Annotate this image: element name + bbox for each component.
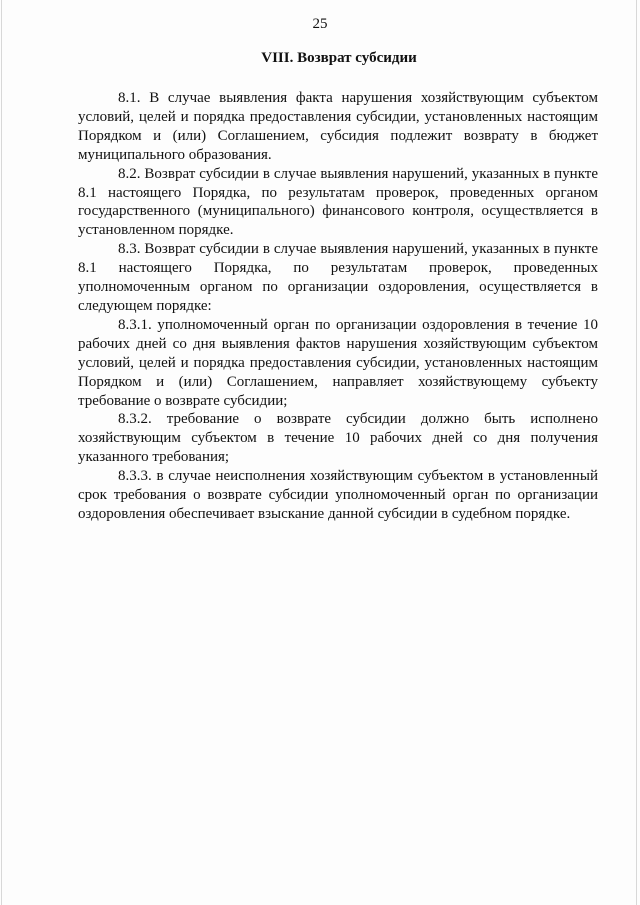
- paragraph-8-3-3: 8.3.3. в случае неисполнения хозяйствующим субъектом в установленный срок требования о возврате субсидии уполномоченный орган по организации оздоровления обеспечивает взыскание данной субсидии в судебном порядке.: [78, 468, 598, 522]
- section-title: VIII. Возврат субсидии: [261, 50, 417, 66]
- paragraph-8-3: 8.3. Возврат субсидии в случае выявления нарушений, указанных в пункте 8.1 настоящего Порядка, по результатам проверок, проведенных уполномоченным органом по организации оздоровления, осуществляется в следующем порядке:: [78, 241, 598, 314]
- paragraph-8-3-2: 8.3.2. требование о возврате субсидии должно быть исполнено хозяйствующим субъектом в течение 10 рабочих дней со дня получения указанного требования;: [78, 411, 598, 466]
- page-number: 25: [312, 16, 328, 32]
- paragraph-8-2: 8.2. Возврат субсидии в случае выявления нарушений, указанных в пункте 8.1 настоящего Порядка, по результатам проверок, проведенных органом государственного (муниципального) финансового контроля, осуществляется в установленном порядке.: [78, 165, 598, 239]
- page-left-edge: [1, 0, 2, 905]
- paragraph-8-1: 8.1. В случае выявления факта нарушения хозяйствующим субъектом условий, целей и порядка предоставления субсидии, установленных настоящим Порядком и (или) Соглашением, субсидия подлежит возврату в бюджет муниципального образования.: [78, 90, 598, 163]
- paragraph-8-3-1: 8.3.1. уполномоченный орган по организации оздоровления в течение 10 рабочих дней со дня выявления фактов нарушения хозяйствующим субъектом условий, целей и порядка предоставления субсидии, установленных настоящим Порядком и (или) Соглашением, направляет хозяйствующему субъекту требование о возврате субсидии;: [78, 316, 598, 409]
- page-right-edge: [636, 0, 637, 905]
- document-body: [78, 89, 598, 524]
